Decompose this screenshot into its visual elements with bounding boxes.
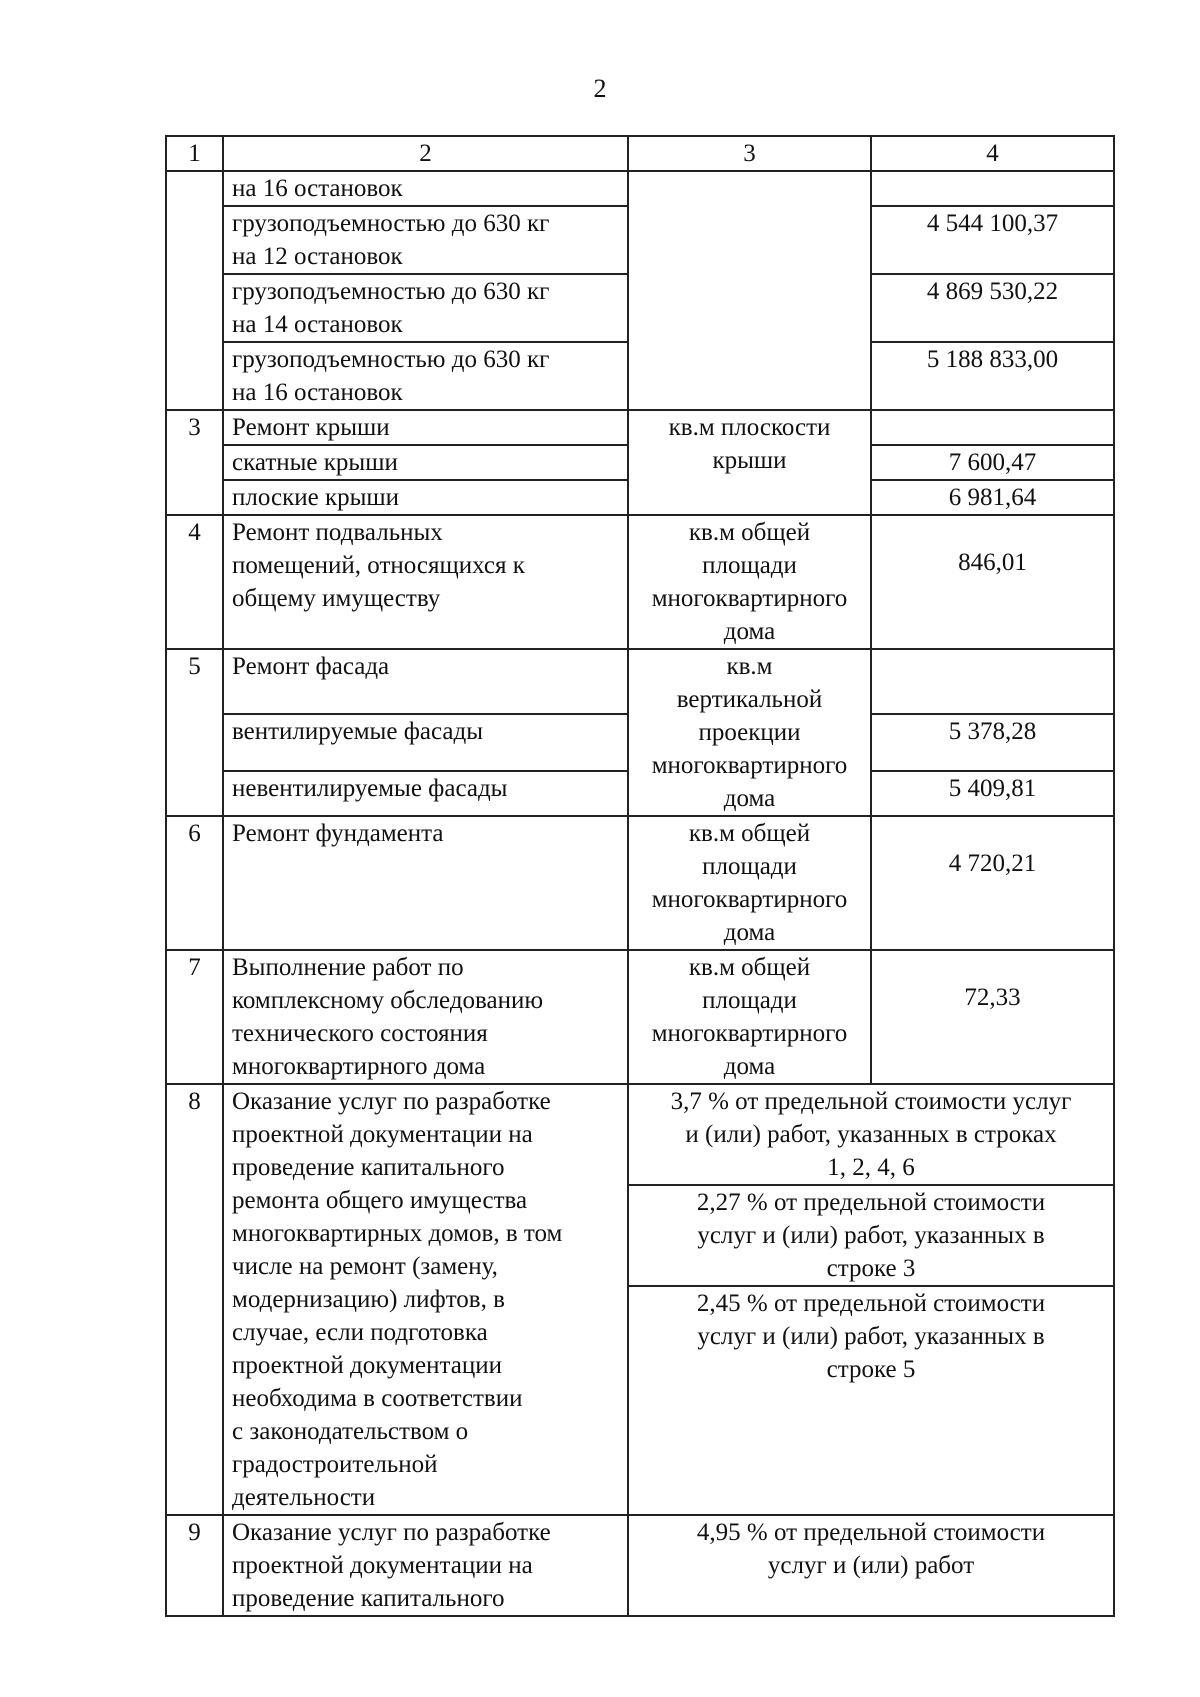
header-col-1: 1 [166, 136, 223, 171]
cost-value: 5 409,81 [871, 771, 1114, 816]
cost-value: 4 544 100,37 [871, 206, 1114, 274]
cost-value [871, 649, 1114, 714]
percent-rate: 4,95 % от предельной стоимости услуг и (или) работ [628, 1515, 1114, 1616]
cost-value [871, 171, 1114, 206]
work-type: плоские крыши [223, 480, 628, 515]
work-type: Выполнение работ по комплексному обследованию технического состояния многоквартирного дома [223, 950, 628, 1084]
work-type: Ремонт подвальных помещений, относящихся к общему имуществу [223, 515, 628, 649]
header-col-3: 3 [628, 136, 871, 171]
cost-value: 4 720,21 [871, 816, 1114, 950]
work-type: Оказание услуг по разработке проектной документации на проведение капитального ремонта общего имущества многоквартирных домов, в том числе на ремонт (замену, модернизацию) лифтов, в случае, если подготовка проектной документации необходима в соответствии с законодательством о градостроительной деятельности [223, 1084, 628, 1515]
cost-value: 5 188 833,00 [871, 342, 1114, 410]
table-row [166, 1084, 1114, 1185]
work-type: вентилируемые фасады [223, 714, 628, 771]
cost-value: 6 981,64 [871, 480, 1114, 515]
row-number: 7 [166, 950, 223, 1084]
cost-value: 7 600,47 [871, 445, 1114, 480]
unit [628, 171, 871, 410]
work-type: Ремонт фасада [223, 649, 628, 714]
row-number: 9 [166, 1515, 223, 1616]
unit: кв.м плоскости крыши [628, 410, 871, 515]
unit: кв.м вертикальной проекции многоквартирного дома [628, 649, 871, 816]
table-row [166, 410, 1114, 445]
row-number: 8 [166, 1084, 223, 1515]
table-row [166, 171, 1114, 206]
work-type: грузоподъемностью до 630 кг на 16 остановок [223, 342, 628, 410]
percent-rate: 2,27 % от предельной стоимости услуг и (или) работ, указанных в строке 3 [628, 1185, 1114, 1286]
header-col-4: 4 [871, 136, 1114, 171]
unit: кв.м общей площади многоквартирного дома [628, 816, 871, 950]
work-type: невентилируемые фасады [223, 771, 628, 816]
cost-value: 4 869 530,22 [871, 274, 1114, 342]
table-row [166, 950, 1114, 1084]
percent-rate: 3,7 % от предельной стоимости услуг и (или) работ, указанных в строках 1, 2, 4, 6 [628, 1084, 1114, 1185]
work-type: грузоподъемностью до 630 кг на 14 остановок [223, 274, 628, 342]
page-number: 2 [593, 74, 607, 103]
work-type: Ремонт крыши [223, 410, 628, 445]
work-type: скатные крыши [223, 445, 628, 480]
row-number: 4 [166, 515, 223, 649]
row-number: 6 [166, 816, 223, 950]
row-number [166, 171, 223, 410]
work-type: грузоподъемностью до 630 кг на 12 остановок [223, 206, 628, 274]
cost-value: 72,33 [871, 950, 1114, 1084]
table-row [166, 515, 1114, 649]
table-row [166, 1515, 1114, 1616]
cost-value: 5 378,28 [871, 714, 1114, 771]
work-type: на 16 остановок [223, 171, 628, 206]
percent-rate: 2,45 % от предельной стоимости услуг и (или) работ, указанных в строке 5 [628, 1286, 1114, 1515]
table-header-row [166, 136, 1114, 171]
work-type: Ремонт фундамента [223, 816, 628, 950]
table-row [166, 816, 1114, 950]
cost-value: 846,01 [871, 515, 1114, 649]
row-number: 3 [166, 410, 223, 515]
header-col-2: 2 [223, 136, 628, 171]
cost-value [871, 410, 1114, 445]
row-number: 5 [166, 649, 223, 816]
cost-table [165, 135, 1115, 1617]
unit: кв.м общей площади многоквартирного дома [628, 950, 871, 1084]
work-type: Оказание услуг по разработке проектной документации на проведение капитального [223, 1515, 628, 1616]
table-row [166, 649, 1114, 714]
unit: кв.м общей площади многоквартирного дома [628, 515, 871, 649]
